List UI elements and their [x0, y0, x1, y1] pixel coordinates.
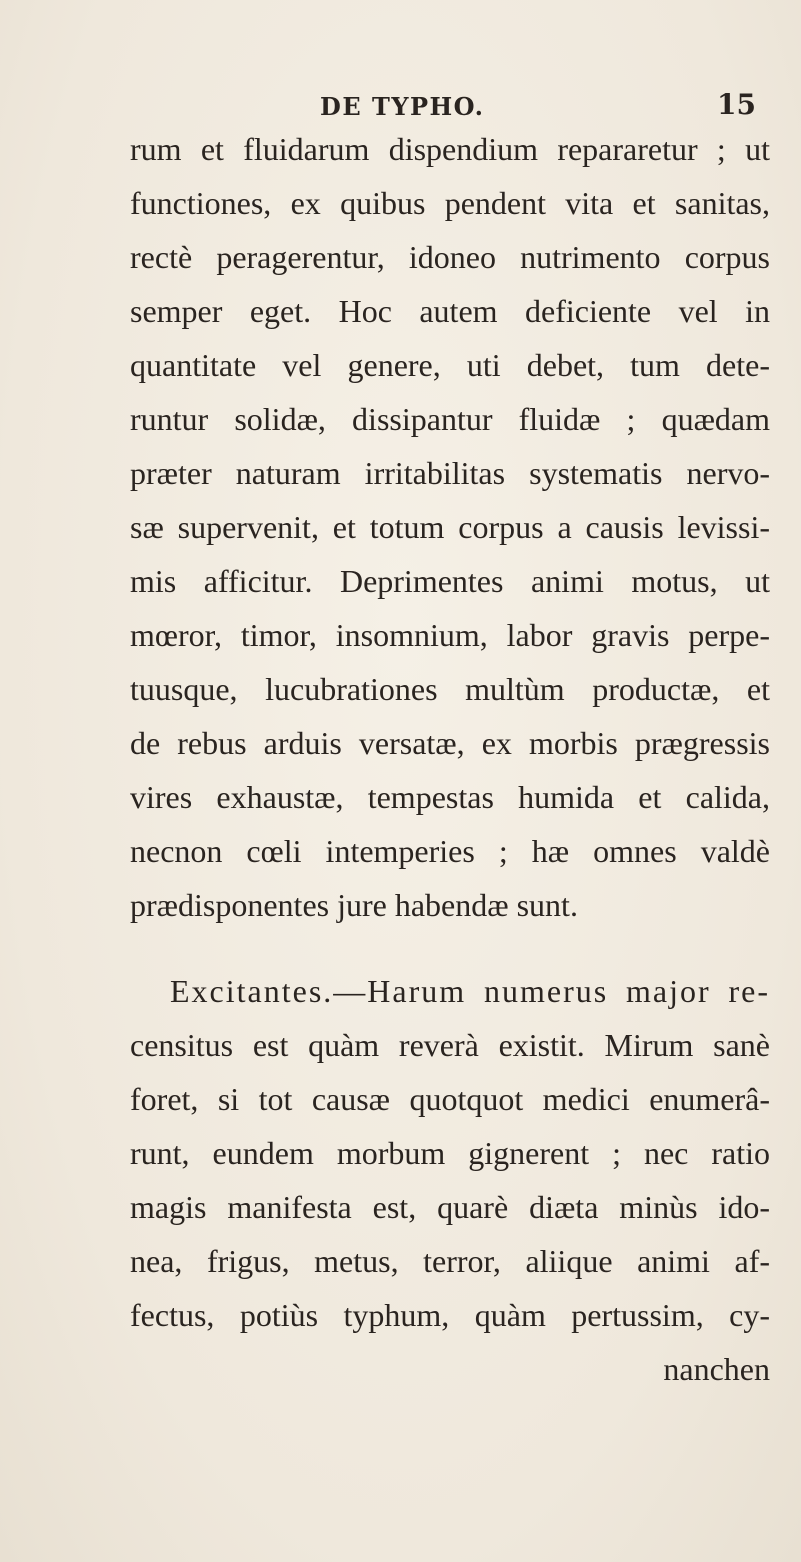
text-line: rum et fluidarum dispendium repararetur ; ut — [130, 131, 770, 167]
text-line: rectè peragerentur, idoneo nutrimento corpus — [130, 239, 770, 275]
catchword: nanchen — [663, 1351, 770, 1387]
running-title: DE TYPHO. — [320, 92, 485, 121]
text-line: vires exhaustæ, tempestas humida et calida, — [130, 779, 770, 815]
text-line: runt, eundem morbum gignerent ; nec ratio — [130, 1135, 770, 1171]
text-line: mœror, timor, insomnium, labor gravis perpe- — [130, 617, 770, 653]
text-line: nea, frigus, metus, terror, aliique animi af- — [130, 1243, 770, 1279]
section-heading-line: Excitantes.—Harum numerus major re- — [170, 973, 770, 1009]
text-line: de rebus arduis versatæ, ex morbis prægressis — [130, 725, 770, 761]
text-line: quantitate vel genere, uti debet, tum dete- — [130, 347, 770, 383]
text-line: necnon cœli intemperies ; hæ omnes valdè — [130, 833, 770, 869]
text-line: sæ supervenit, et totum corpus a causis levissi- — [130, 509, 770, 545]
text-line: foret, si tot causæ quotquot medici enumerâ- — [130, 1081, 770, 1117]
page-number: 15 — [717, 88, 756, 121]
text-line: magis manifesta est, quarè diæta minùs ido- — [130, 1189, 770, 1225]
text-line: præter naturam irritabilitas systematis nervo- — [130, 455, 770, 491]
text-line: functiones, ex quibus pendent vita et sanitas, — [130, 185, 770, 221]
text-line: mis afficitur. Deprimentes animi motus, ut — [130, 563, 770, 599]
text-line: semper eget. Hoc autem deficiente vel in — [130, 293, 770, 329]
text-line: fectus, potiùs typhum, quàm pertussim, cy- — [130, 1297, 770, 1333]
text-line: runtur solidæ, dissipantur fluidæ ; quædam — [130, 401, 770, 437]
text-line: censitus est quàm reverà existit. Mirum sanè — [130, 1027, 770, 1063]
text-line: tuusque, lucubrationes multùm productæ, et — [130, 671, 770, 707]
text-line: prædisponentes jure habendæ sunt. — [130, 887, 578, 923]
